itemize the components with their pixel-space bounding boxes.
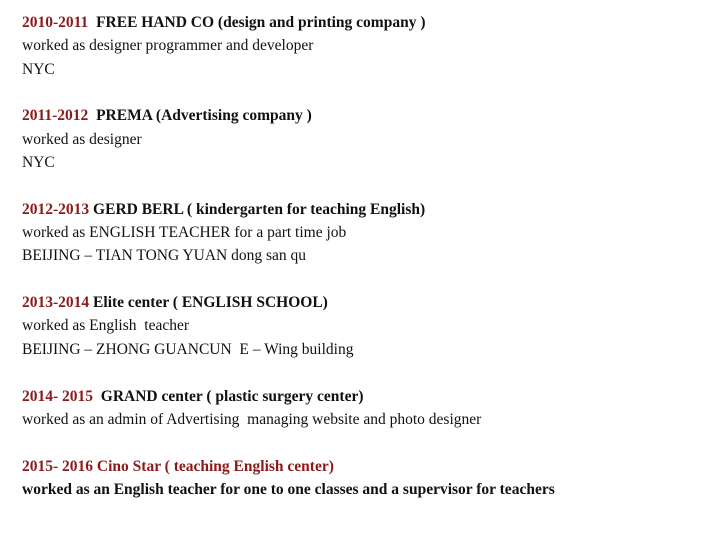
experience-entry-2014 bbox=[22, 385, 702, 432]
entry-years: 2014- 2015 bbox=[22, 387, 94, 405]
entry-role: worked as English teacher bbox=[22, 317, 189, 335]
entry-years: 2011-2012 bbox=[22, 107, 89, 125]
entry-location: BEIJING – TIAN TONG YUAN dong san qu bbox=[22, 247, 307, 265]
experience-entry-2015 bbox=[22, 455, 702, 502]
entry-role: worked as ENGLISH TEACHER for a part time job bbox=[22, 224, 347, 242]
entry-location: NYC bbox=[22, 60, 55, 78]
entry-company: Cino Star ( teaching English center) bbox=[93, 457, 334, 475]
entry-heading bbox=[22, 385, 702, 408]
entry-company: FREE HAND CO (design and printing company ) bbox=[88, 14, 426, 31]
experience-entry-2010 bbox=[22, 11, 702, 81]
experience-entry-2012 bbox=[22, 198, 702, 268]
entry-company: PREMA (Advertising company ) bbox=[88, 107, 312, 125]
entry-heading bbox=[22, 198, 702, 221]
experience-entry-2011 bbox=[22, 104, 702, 174]
entry-location: BEIJING – ZHONG GUANCUN E – Wing building bbox=[22, 340, 354, 358]
entry-heading bbox=[22, 11, 702, 34]
resume-experience bbox=[22, 11, 702, 525]
entry-years: 2010-2011 bbox=[22, 14, 89, 31]
entry-role: worked as designer bbox=[22, 130, 142, 148]
entry-role: worked as an admin of Advertising managing website and photo designer bbox=[22, 410, 482, 428]
entry-years: 2012-2013 bbox=[22, 200, 90, 218]
entry-years: 2015- 2016 bbox=[22, 457, 94, 475]
entry-location: NYC bbox=[22, 153, 55, 171]
entry-company: GERD BERL ( kindergarten for teaching English) bbox=[89, 200, 426, 218]
entry-role: worked as designer programmer and developer bbox=[22, 37, 314, 55]
entry-company: Elite center ( ENGLISH SCHOOL) bbox=[89, 294, 328, 312]
experience-entry-2013 bbox=[22, 291, 702, 361]
entry-heading bbox=[22, 104, 702, 127]
entry-heading bbox=[22, 455, 702, 478]
entry-years: 2013-2014 bbox=[22, 294, 90, 312]
entry-heading bbox=[22, 291, 702, 314]
entry-role: worked as an English teacher for one to one classes and a supervisor for teachers bbox=[22, 480, 555, 498]
entry-company: GRAND center ( plastic surgery center) bbox=[93, 387, 364, 405]
